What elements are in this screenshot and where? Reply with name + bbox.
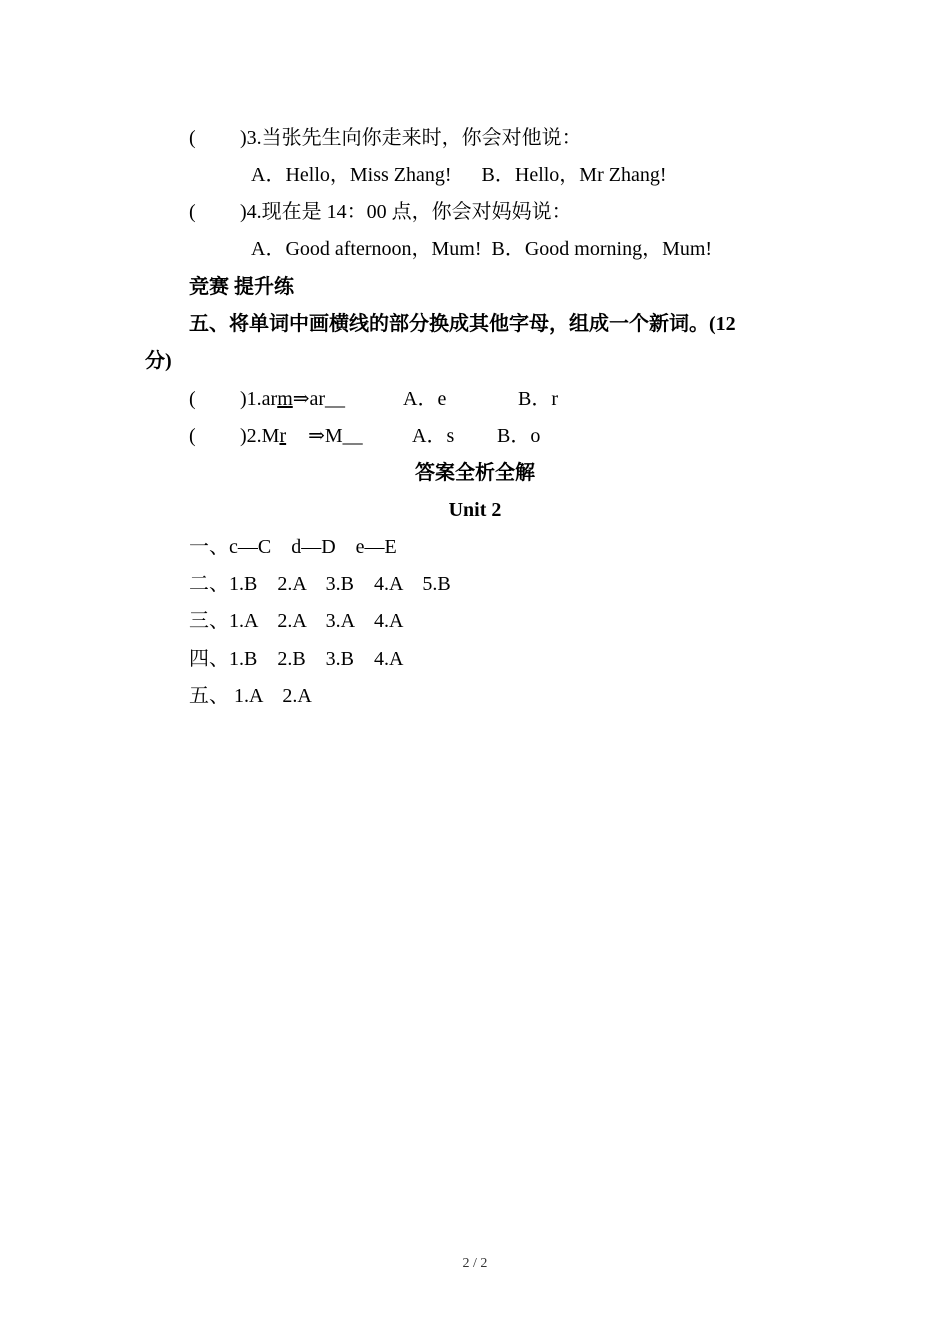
answer-row-4: 四、1.B 2.B 3.B 4.A <box>189 648 404 670</box>
item1-paren: ( <box>189 388 196 410</box>
answers-title: 答案全析全解 <box>415 462 535 484</box>
section-heading-line2: 分) <box>145 350 172 372</box>
item2-paren: ( <box>189 425 196 447</box>
answer-row-5: 五、 1.A 2.A <box>189 685 312 707</box>
answer-row-2: 二、1.B 2.A 3.B 4.A 5.B <box>189 573 451 595</box>
item1-option-b: B．r <box>518 388 558 410</box>
q4-paren-open: ( <box>189 201 196 223</box>
answer-row-1: 一、c—C d—D e—E <box>189 536 397 558</box>
item1-word <box>240 386 345 412</box>
item2-word <box>240 423 363 449</box>
item2-option-a: A．s <box>412 425 455 447</box>
item2-suffix: ⇒M__ <box>308 425 363 447</box>
item2-prefix: )2.M <box>240 425 280 447</box>
answer-row-3: 三、1.A 2.A 3.A 4.A <box>189 610 404 632</box>
section-title: 竞赛 提升练 <box>189 276 294 298</box>
item2-option-b: B．o <box>497 425 541 447</box>
page-indicator: 2 / 2 <box>462 1256 488 1271</box>
answers-unit: Unit 2 <box>448 499 502 521</box>
q3-stem: )3.当张先生向你走来时，你会对他说： <box>240 127 582 149</box>
section-heading-line1: 五、将单词中画横线的部分换成其他字母，组成一个新词。(12 <box>189 313 736 335</box>
q4-options: A．Good afternoon，Mum! B．Good morning，Mum! <box>251 238 713 260</box>
item1-prefix: )1.ar <box>240 388 278 410</box>
q3-paren-open: ( <box>189 127 196 149</box>
item1-option-a: A．e <box>403 388 447 410</box>
q4-stem: )4.现在是 14：00 点，你会对妈妈说： <box>240 201 572 223</box>
item1-underlined-letter: m <box>277 388 293 410</box>
q3-options: A．Hello，Miss Zhang! B．Hello，Mr Zhang! <box>251 164 667 186</box>
item2-underlined-letter: r <box>279 425 287 447</box>
item1-suffix: ⇒ar__ <box>292 388 346 410</box>
